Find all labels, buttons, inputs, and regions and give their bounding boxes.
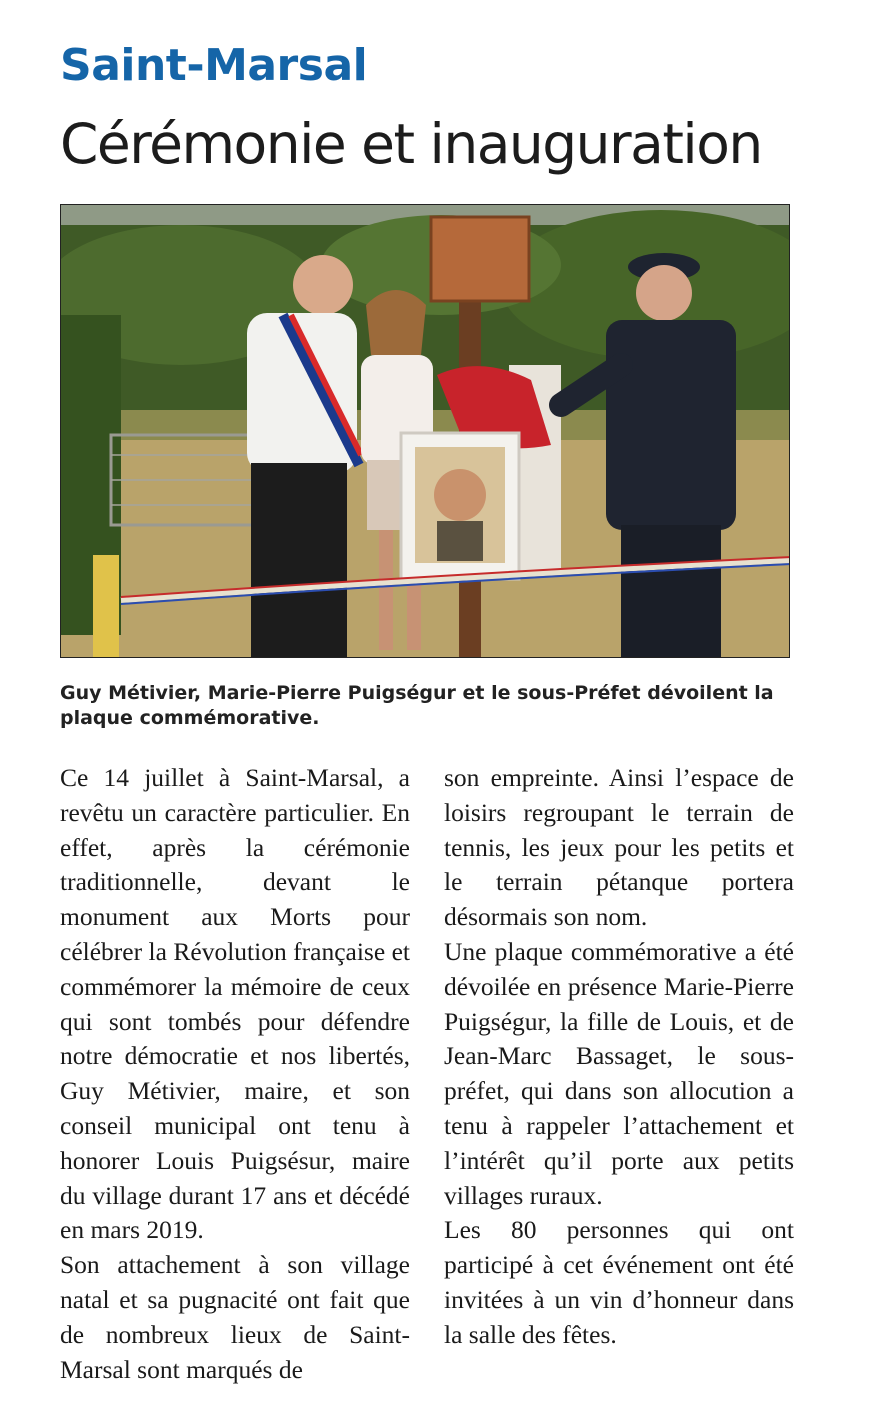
article-paragraph: Les 80 personnes qui ont participé à cet événement ont été invitées à un vin d’honneur dans la salle des fêtes. <box>444 1215 794 1349</box>
article-column-right <box>444 761 794 1353</box>
article-paragraph: Son attachement à son village natal et sa pugnacité ont fait que de nombreux lieux de Saint-Marsal sont marqués de <box>60 1250 410 1384</box>
article-headline: Cérémonie et inauguration <box>60 112 762 176</box>
section-kicker: Saint-Marsal <box>60 40 368 91</box>
article-paragraph: son empreinte. Ainsi l’espace de loisirs regroupant le terrain de tennis, les jeux pour les petits et le terrain pétanque portera désormais son nom. <box>444 763 794 932</box>
article-photo <box>60 204 790 658</box>
photo-caption: Guy Métivier, Marie-Pierre Puigségur et le sous-Préfet dévoilent la plaque commémorative. <box>60 682 774 729</box>
article-paragraph: Ce 14 juillet à Saint-Marsal, a revêtu un caractère particulier. En effet, après la cérémonie traditionnelle, devant le monument aux Morts pour célébrer la Révolution française et commémorer la mémoire de ceux qui sont tombés pour défendre notre démocratie et nos libertés, Guy Métivier, maire, et son conseil municipal ont tenu à honorer Louis Puigsésur, maire du village durant 17 ans et décédé en mars 2019. <box>60 763 410 1245</box>
article-paragraph: Une plaque commémorative a été dévoilée en présence Marie-Pierre Puigségur, la fille de Louis, et de Jean-Marc Bassaget, le sous-préfet, qui dans son allocution a tenu à rappeler l’attachement et l’intérêt qu’il porte aux petits villages ruraux. <box>444 936 794 1210</box>
article-column-left <box>60 761 410 1387</box>
